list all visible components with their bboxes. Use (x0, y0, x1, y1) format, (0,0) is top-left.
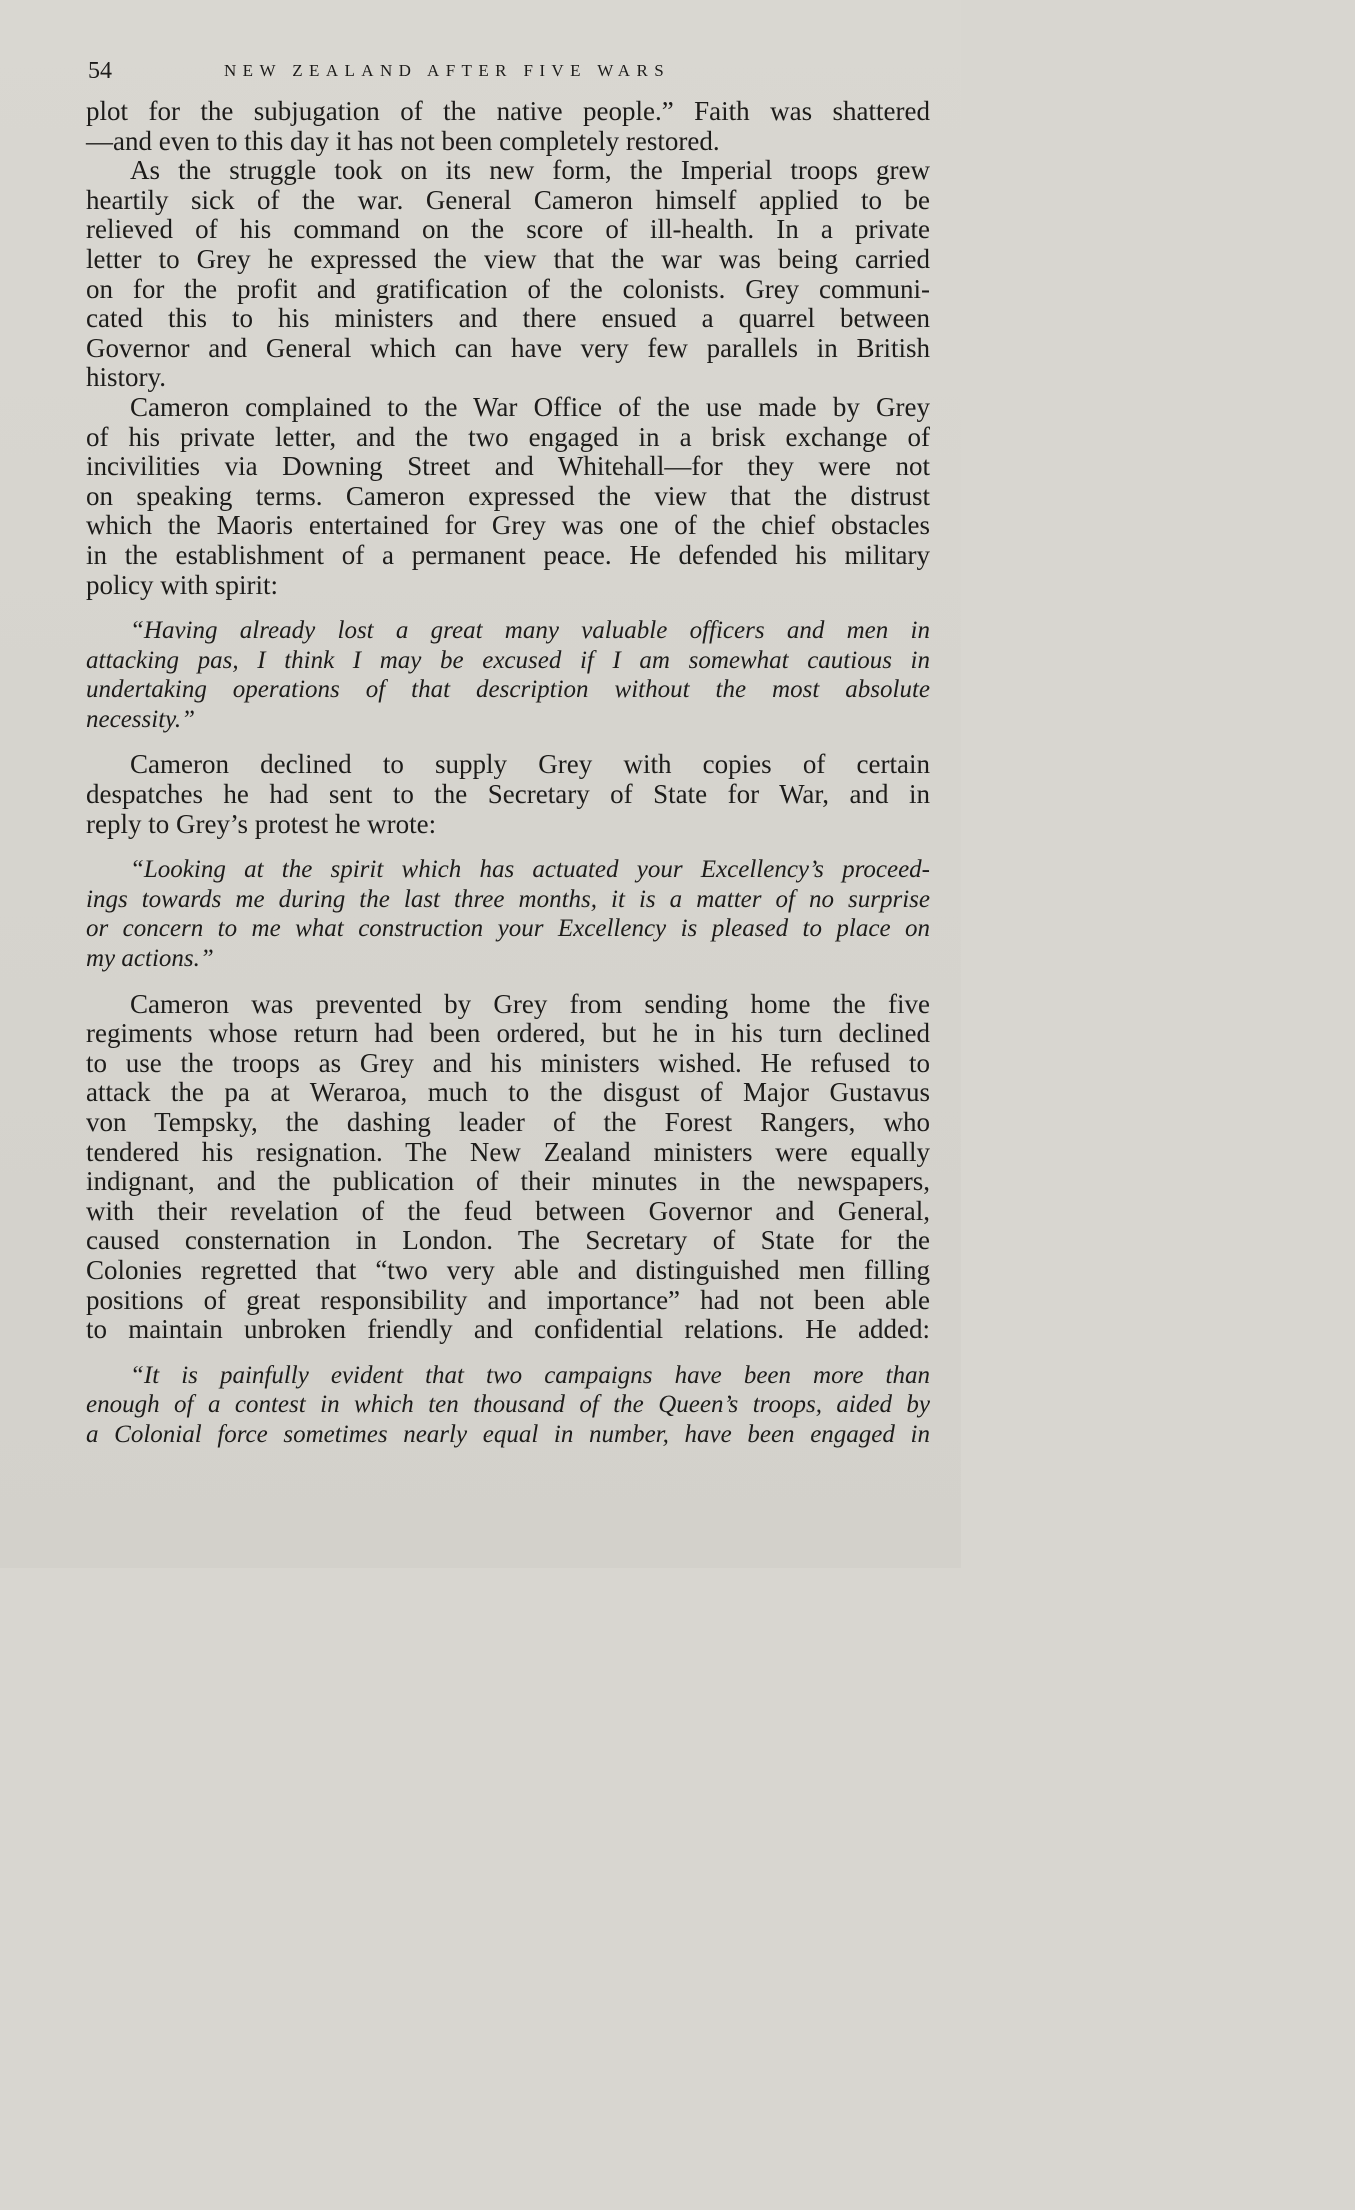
text-line: cated this to his ministers and there ensued a quarrel between (86, 303, 930, 334)
text-line: with their revelation of the feud between Governor and General, (86, 1195, 930, 1226)
text-line: As the struggle took on its new form, the Imperial troops grew (130, 155, 930, 186)
text-line: incivilities via Downing Street and Whitehall—for they were not (86, 451, 930, 482)
quote-line: ings towards me during the last three months, it is a matter of no surprise (86, 885, 930, 913)
block-quote-2 (86, 855, 930, 973)
text-line: on speaking terms. Cameron expressed the view that the distrust (86, 480, 930, 511)
text-line: Cameron complained to the War Office of the use made by Grey (130, 391, 930, 422)
page-number: 54 (88, 58, 112, 84)
quote-line: a Colonial force sometimes nearly equal in number, have been engaged in (86, 1420, 930, 1448)
quote-line: “Having already lost a great many valuable officers and men in (130, 617, 930, 645)
paragraph-2 (86, 156, 930, 393)
text-line: —and even to this day it has not been completely restored. (86, 125, 720, 156)
text-line: relieved of his command on the score of ill-health. In a private (86, 214, 930, 245)
text-line: on for the profit and gratification of the colonists. Grey communi- (86, 273, 930, 304)
paragraph-1 (86, 97, 930, 156)
paragraph-3 (86, 393, 930, 600)
text-line: Cameron declined to supply Grey with copies of certain (130, 749, 930, 780)
text-line: Governor and General which can have very few parallels in British (86, 332, 930, 363)
text-line: Cameron was prevented by Grey from sending home the five (130, 988, 930, 1019)
text-line: despatches he had sent to the Secretary of State for War, and in (86, 779, 930, 810)
text-line: Colonies regretted that “two very able and distinguished men filling (86, 1254, 930, 1285)
text-line: letter to Grey he expressed the view that the war was being carried (86, 243, 930, 274)
text-line: indignant, and the publication of their minutes in the newspapers, (86, 1166, 930, 1197)
text-line: caused consternation in London. The Secretary of State for the (86, 1225, 930, 1256)
text-line: tendered his resignation. The New Zealand ministers were equally (86, 1136, 930, 1167)
text-line: positions of great responsibility and importance” had not been able (86, 1284, 930, 1315)
paragraph-4 (86, 750, 930, 839)
text-line: von Tempsky, the dashing leader of the Forest Rangers, who (86, 1107, 930, 1137)
running-title: NEW ZEALAND AFTER FIVE WARS (224, 61, 671, 80)
quote-line: undertaking operations of that description without the most absolute (86, 676, 930, 704)
text-line: policy with spirit: (86, 569, 278, 600)
block-quote-3 (86, 1361, 930, 1450)
quote-line: “It is painfully evident that two campaigns have been more than (130, 1361, 930, 1389)
text-line: attack the pa at Weraroa, much to the disgust of Major Gustavus (86, 1077, 930, 1108)
quote-line: “Looking at the spirit which has actuated your Excellency’s proceed- (130, 856, 930, 884)
running-head (88, 56, 928, 86)
text-column (86, 97, 930, 1466)
block-quote-1 (86, 616, 930, 734)
paragraph-5 (86, 990, 930, 1345)
text-line: to use the troops as Grey and his ministers wished. He refused to (86, 1047, 930, 1078)
text-line: history. (86, 362, 166, 393)
quote-line: enough of a contest in which ten thousand of the Queen’s troops, aided by (86, 1391, 930, 1419)
text-line: heartily sick of the war. General Cameron himself applied to be (86, 184, 930, 215)
text-line: in the establishment of a permanent peace. He defended his military (86, 539, 930, 570)
text-line: of his private letter, and the two engaged in a brisk exchange of (86, 421, 930, 452)
quote-line: my actions.” (86, 945, 214, 973)
quote-line: or concern to me what construction your Excellency is pleased to place on (86, 915, 930, 943)
quote-line: necessity.” (86, 705, 196, 733)
text-line: to maintain unbroken friendly and confidential relations. He added: (86, 1314, 930, 1345)
quote-line: attacking pas, I think I may be excused if I am somewhat cautious in (86, 646, 930, 674)
text-line: reply to Grey’s protest he wrote: (86, 808, 437, 839)
text-line: which the Maoris entertained for Grey was one of the chief obstacles (86, 510, 930, 541)
text-line: plot for the subjugation of the native people.” Faith was shattered (86, 96, 930, 126)
text-line: regiments whose return had been ordered, but he in his turn declined (86, 1018, 930, 1049)
